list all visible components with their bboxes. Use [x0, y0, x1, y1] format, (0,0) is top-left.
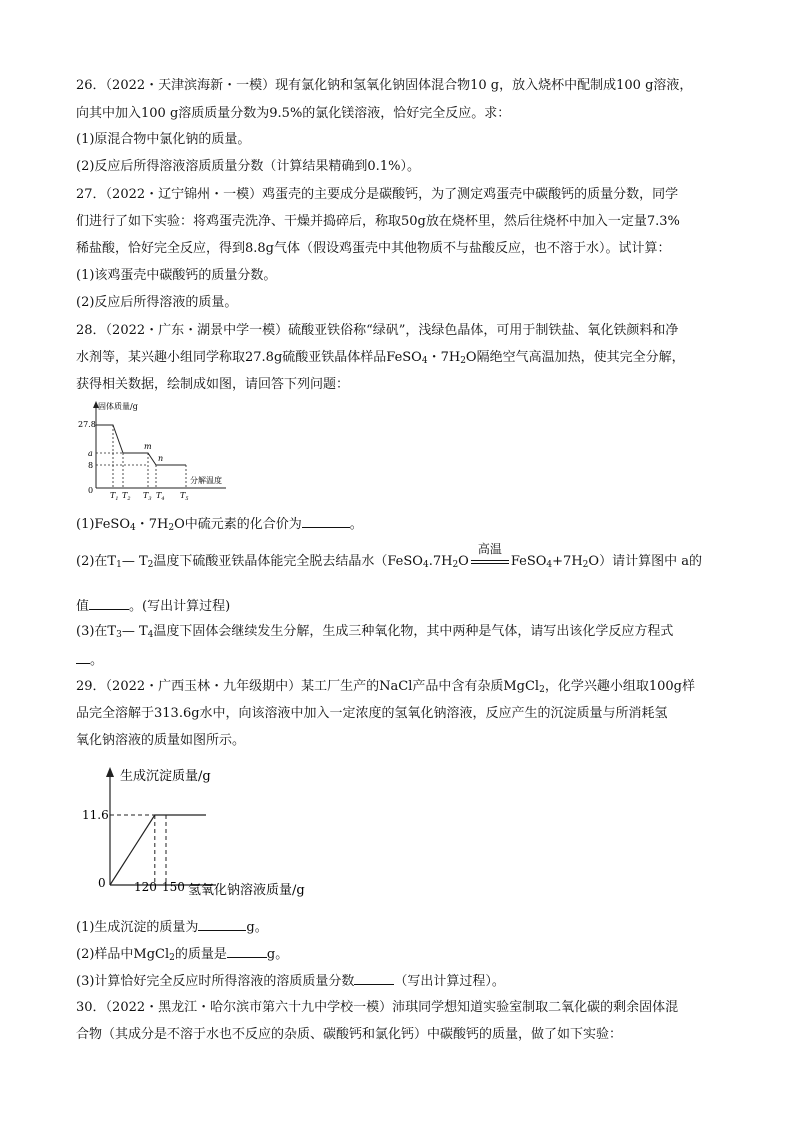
- q28-ylabel: 固体质量/g: [98, 402, 138, 411]
- q29-sub2: (2)样品中MgCl$_2$的质量是 g。: [76, 944, 288, 964]
- q28-sub2: (2)在$T_1—$ $T_2$温度下硫酸亚铁晶体能完全脱去结晶水（$FeSO_4.7H_2O$ 高温 $FeSO_4+7H_2O$）请计算图中 a的: [76, 542, 702, 570]
- q29-sub3: (3)计算恰好完全反应时所得溶液的溶质质量分数 （写出计算过程）。: [76, 971, 505, 991]
- q28-ytick-8: 8: [88, 461, 94, 470]
- q28-xtick-t4: $T_4$: [156, 491, 165, 502]
- q28-sub1: (1)FeSO$_4$・$7H_2O$中硫元素的化合价为 。: [76, 514, 363, 534]
- q28-line1: 28．（2022・广东・湖景中学一模）硫酸亚铁俗称“绿矾”，浅绿色晶体，可用于制铁盐、氧化铁颜料和净: [76, 323, 679, 338]
- q28-ytick-a: a: [88, 449, 93, 458]
- q26-sub2: (2)反应后所得溶液溶质质量分数（计算结果精确到0.1%）。: [76, 159, 420, 174]
- q27-line2: 们进行了如下实验：将鸡蛋壳洗净、干燥并捣碎后，称取50g放在烧杯里，然后往烧杯中加入一定量7.3%: [76, 214, 680, 229]
- q28-xtick-t1: $T_1$: [110, 491, 119, 502]
- q29-xlabel: 氢氧化钠溶液质量/g: [188, 883, 305, 898]
- q29-xtick-120: 120: [134, 880, 157, 894]
- q29-series-line: [110, 815, 206, 885]
- q28-blank-2[interactable]: [89, 596, 129, 610]
- q29-y-arrow: [106, 767, 114, 777]
- q26-line1: 26．（2022・天津滨海新・一模）现有氯化钠和氢氧化钠固体混合物10 g，放入烧杯中配制成100 g溶液，: [76, 78, 693, 93]
- q28-xtick-t5: $T_5$: [180, 491, 189, 502]
- q28-decomposition-chart: [76, 398, 236, 503]
- q26-sub1: (1)原混合物中氯化钠的质量。: [76, 132, 251, 147]
- q29-origin: 0: [98, 876, 106, 890]
- q28-xlabel: 分解温度: [190, 476, 222, 485]
- q29-blank-3[interactable]: [354, 971, 394, 985]
- q29-sub1: (1)生成沉淀的质量为 g。: [76, 917, 268, 937]
- q29-line1: 29．（2022・广西玉林・九年级期中）某工厂生产的NaCl产品中含有杂质MgCl$_2$，化学兴趣小组取100g样: [76, 679, 695, 695]
- q28-sub3-line2: 。: [76, 650, 103, 670]
- q29-blank-1[interactable]: [198, 917, 246, 931]
- q28-ytick-278: 27.8: [78, 420, 96, 429]
- q29-blank-2[interactable]: [227, 944, 267, 958]
- q28-curve: [96, 425, 186, 465]
- q30-line1: 30．（2022・黑龙江・哈尔滨市第六十九中学校一模）沛琪同学想知道实验室制取二氧化碳的剩余固体混: [76, 1000, 679, 1015]
- q27-line1: 27．（2022・辽宁锦州・一模）鸡蛋壳的主要成分是碳酸钙，为了测定鸡蛋壳中碳酸钙的质量分数，同学: [76, 187, 679, 202]
- q28-origin: 0: [88, 486, 94, 495]
- q28-blank-1[interactable]: [302, 514, 350, 528]
- q29-ylabel: 生成沉淀质量/g: [120, 769, 211, 784]
- q28-sub3: (3)在$T_3—$ $T_4$温度下固体会继续发生分解，生成三种氧化物，其中两种是气体，请写出该化学反应方程式: [76, 624, 674, 640]
- q28-point-m: m: [144, 442, 152, 451]
- q27-sub2: (2)反应后所得溶液的质量。: [76, 295, 238, 310]
- q28-reaction-arrow: 高温: [469, 553, 511, 571]
- q28-xtick-t3: $T_3$: [143, 491, 152, 502]
- q27-sub1: (1)该鸡蛋壳中碳酸钙的质量分数。: [76, 268, 277, 283]
- q29-precipitate-chart: [82, 763, 332, 903]
- q28-line3: 获得相关数据，绘制成如图，请回答下列问题：: [76, 377, 350, 392]
- q28-sub2-line2: 值 。(写出计算过程): [76, 596, 230, 616]
- q29-xtick-150: 150: [162, 880, 185, 894]
- q29-line2: 品完全溶解于313.6g水中，向该溶液中加入一定浓度的氢氧化钠溶液，反应产生的沉淀质量与所消耗氢: [76, 706, 668, 721]
- q28-line2: 水剂等，某兴趣小组同学称取27.8g硫酸亚铁晶体样品FeSO$_4$・$7H_2O$隔绝空气高温加热，使其完全分解，: [76, 350, 685, 366]
- q28-point-n: n: [158, 454, 164, 463]
- q28-xtick-t2: $T_2$: [122, 491, 131, 502]
- q28-blank-3[interactable]: [76, 650, 90, 664]
- q29-ytick-11-6: 11.6: [82, 808, 109, 822]
- q30-line2: 合物（其成分是不溶于水也不反应的杂质、碳酸钙和氯化钙）中碳酸钙的质量，做了如下实验：: [76, 1027, 623, 1042]
- q27-line3: 稀盐酸，恰好完全反应，得到8.8g气体（假设鸡蛋壳中其他物质不与盐酸反应，也不溶于水）。试计算：: [76, 241, 671, 256]
- q29-line3: 氧化钠溶液的质量如图所示。: [76, 733, 246, 748]
- q26-line2: 向其中加入100 g溶质质量分数为9.5%的氯化镁溶液，恰好完全反应。求：: [76, 106, 511, 121]
